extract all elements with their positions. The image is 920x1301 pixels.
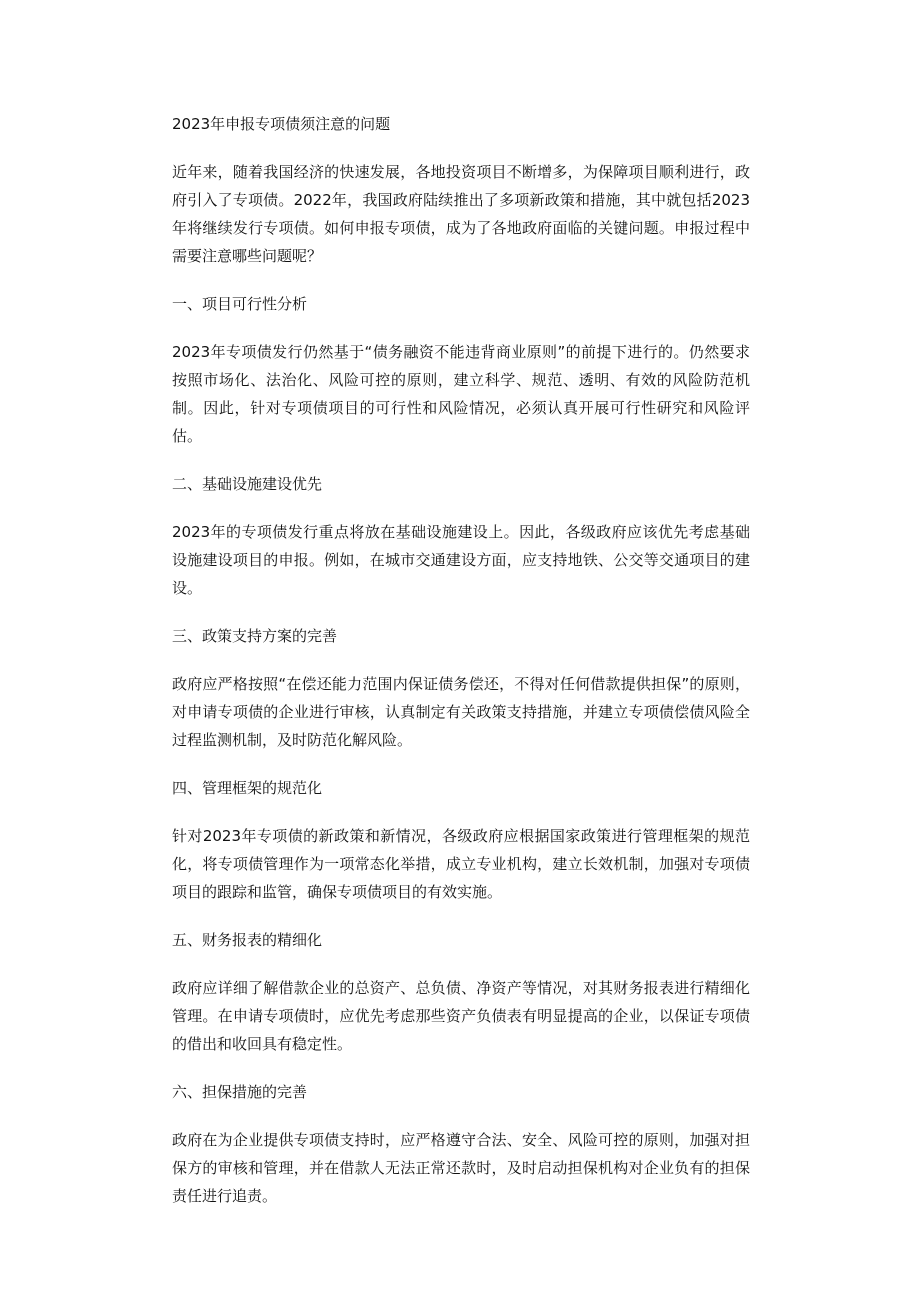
section-body: 政府应严格按照“在偿还能力范围内保证债务偿还，不得对任何借款提供担保”的原则，对申请专项债的企业进行审核，认真制定有关政策支持措施，并建立专项债偿债风险全过程监测机制，及时防范化解风险。 xyxy=(172,675,750,749)
section-body: 政府应详细了解借款企业的总资产、总负债、净资产等情况，对其财务报表进行精细化管理。在申请专项债时，应优先考虑那些资产负债表有明显提高的企业，以保证专项债的借出和收回具有稳定性。 xyxy=(172,979,750,1053)
section-4 xyxy=(172,774,750,906)
section-heading: 三、政策支持方案的完善 xyxy=(172,627,338,645)
section-body: 2023年专项债发行仍然基于“债务融资不能违背商业原则”的前提下进行的。仍然要求按照市场化、法治化、风险可控的原则，建立科学、规范、透明、有效的风险防范机制。因此，针对专项债项目的可行性和风险情况，必须认真开展可行性研究和风险评估。 xyxy=(172,343,750,445)
section-heading: 一、项目可行性分析 xyxy=(172,295,308,313)
section-heading: 二、基础设施建设优先 xyxy=(172,475,323,493)
section-body: 政府在为企业提供专项债支持时，应严格遵守合法、安全、风险可控的原则，加强对担保方的审核和管理，并在借款人无法正常还款时，及时启动担保机构对企业负有的担保责任进行追责。 xyxy=(172,1131,750,1205)
section-6 xyxy=(172,1078,750,1210)
section-1 xyxy=(172,290,750,450)
section-5 xyxy=(172,926,750,1058)
section-3 xyxy=(172,622,750,754)
section-heading: 四、管理框架的规范化 xyxy=(172,779,323,797)
section-body: 2023年的专项债发行重点将放在基础设施建设上。因此，各级政府应该优先考虑基础设施建设项目的申报。例如，在城市交通建设方面，应支持地铁、公交等交通项目的建设。 xyxy=(172,523,750,597)
document-page xyxy=(172,110,750,1230)
section-heading: 六、担保措施的完善 xyxy=(172,1083,308,1101)
section-heading: 五、财务报表的精细化 xyxy=(172,931,323,949)
section-body: 针对2023年专项债的新政策和新情况，各级政府应根据国家政策进行管理框架的规范化，将专项债管理作为一项常态化举措，成立专业机构，建立长效机制，加强对专项债项目的跟踪和监管，确保专项债项目的有效实施。 xyxy=(172,827,750,901)
intro-paragraph: 近年来，随着我国经济的快速发展，各地投资项目不断增多，为保障项目顺利进行，政府引入了专项债。2022年，我国政府陆续推出了多项新政策和措施，其中就包括2023年将继续发行专项债。如何申报专项债，成为了各地政府面临的关键问题。申报过程中需要注意哪些问题呢？ xyxy=(172,163,750,265)
document-title: 2023年申报专项债须注意的问题 xyxy=(172,115,391,133)
section-2 xyxy=(172,470,750,602)
